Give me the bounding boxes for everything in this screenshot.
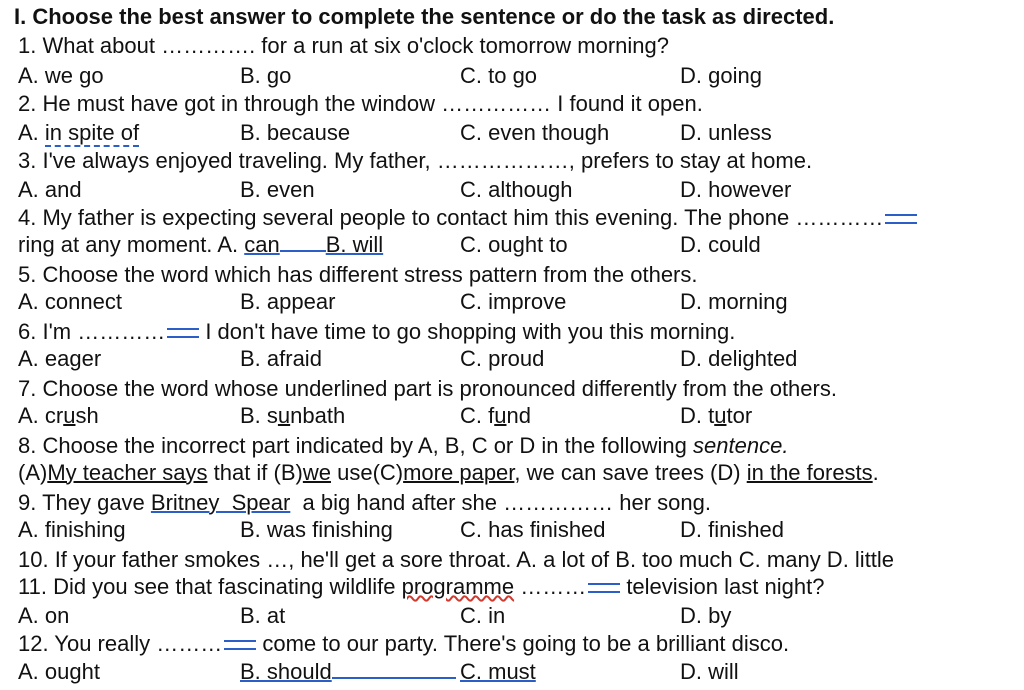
- q6-option-c: C. proud: [460, 346, 545, 371]
- q12-option-b: [240, 659, 456, 685]
- q8-period: .: [872, 460, 879, 485]
- q12-option-b-word: B. should: [240, 659, 332, 684]
- question-11-stem: [18, 574, 824, 600]
- section-title: I. Choose the best answer to complete the sentence or do the task as directed.: [14, 4, 835, 29]
- q11-option-a: A. on: [18, 603, 70, 628]
- question-3-stem: 3. I've always enjoyed traveling. My father, ………………, prefers to stay at home.: [18, 148, 813, 173]
- q3-option-d: D. however: [680, 177, 792, 202]
- q7-b-pre: B. s: [240, 403, 278, 428]
- q2-option-a-word: in spite of: [44, 120, 140, 145]
- question-2-stem: 2. He must have got in through the window …………… I found it open.: [18, 91, 703, 116]
- q7-option-b: [240, 403, 345, 429]
- blue-double-underline-mark: [885, 214, 917, 224]
- question-4-stem: [18, 205, 917, 231]
- q3-option-b: B. even: [240, 177, 315, 202]
- question-7-stem: 7. Choose the word whose underlined part is pronounced differently from the others.: [18, 376, 837, 401]
- q12-stem-pre: 12. You really ………: [18, 631, 223, 656]
- question-1-stem: 1. What about …………. for a run at six o'clock tomorrow morning?: [18, 33, 669, 58]
- q2-option-c: C. even though: [460, 120, 610, 145]
- blue-double-underline-mark: [588, 583, 620, 593]
- q2-option-a: [18, 120, 139, 146]
- q8-part-b: we: [302, 460, 331, 485]
- q1-option-c: C. to go: [460, 63, 538, 88]
- question-10-stem: 10. If your father smokes …, he'll get a sore throat. A. a lot of B. too much C. many D. little: [18, 547, 895, 572]
- q1-option-d: D. going: [680, 63, 762, 88]
- q8-label-c: use(C): [330, 460, 404, 485]
- q7-option-a: [18, 403, 99, 429]
- q8-label-b: that if (B): [207, 460, 303, 485]
- q11-stem-pre: 11. Did you see that fascinating wildlife: [18, 574, 402, 599]
- q9-stem-post: a big hand after she …………… her song.: [290, 490, 711, 515]
- question-8-sentence: [18, 460, 879, 486]
- q11-option-b: B. at: [240, 603, 286, 628]
- q4-line2-text: ring at any moment. A.: [18, 232, 245, 257]
- q7-d-post: tor: [726, 403, 753, 428]
- q2-option-a-prefix: A.: [18, 120, 45, 145]
- q6-option-a: A. eager: [18, 346, 102, 371]
- question-9-stem: [18, 490, 711, 516]
- q5-option-b: B. appear: [240, 289, 336, 314]
- q3-option-c: C. although: [460, 177, 573, 202]
- q12-stem-post: come to our party. There's going to be a brilliant disco.: [256, 631, 790, 656]
- q11-stem-dots: ………: [514, 574, 587, 599]
- q4-option-d: D. could: [680, 232, 761, 257]
- q4-stem-text: 4. My father is expecting several people to contact him this evening. The phone …………: [18, 205, 884, 230]
- q8-part-a: My teacher says: [47, 460, 208, 485]
- q12-option-d: D. will: [680, 659, 739, 684]
- question-8-stem: [18, 433, 788, 459]
- question-6-stem: [18, 319, 735, 345]
- q9-stem-name: Britney Spear: [150, 490, 291, 515]
- q7-a-underlined: u: [63, 403, 76, 428]
- blue-underline-mark: [280, 250, 326, 252]
- q11-option-c: C. in: [460, 603, 506, 628]
- q7-a-post: sh: [75, 403, 99, 428]
- q4-option-a-word: can: [244, 232, 280, 257]
- q6-option-d: D. delighted: [680, 346, 798, 371]
- q1-option-a: A. we go: [18, 63, 104, 88]
- q8-label-a: (A): [18, 460, 48, 485]
- q7-a-pre: A. cr: [18, 403, 64, 428]
- blue-double-underline-mark: [167, 328, 199, 338]
- q5-option-c: C. improve: [460, 289, 567, 314]
- q8-label-d: , we can save trees (D): [514, 460, 747, 485]
- q12-option-a: A. ought: [18, 659, 100, 684]
- q9-option-d: D. finished: [680, 517, 784, 542]
- q7-d-pre: D. t: [680, 403, 715, 428]
- q5-option-d: D. morning: [680, 289, 788, 314]
- question-4-line-2: [18, 232, 383, 258]
- q7-c-underlined: u: [494, 403, 507, 428]
- q4-option-c: C. ought to: [460, 232, 568, 257]
- q8-stem-italic: sentence.: [693, 433, 789, 458]
- blue-double-underline-mark: [224, 640, 256, 650]
- q7-option-c: [460, 403, 531, 429]
- q9-option-c: C. has finished: [460, 517, 606, 542]
- q9-option-a: A. finishing: [18, 517, 126, 542]
- q8-part-c: more paper: [403, 460, 515, 485]
- q7-b-underlined: u: [277, 403, 291, 428]
- q3-option-a: A. and: [18, 177, 82, 202]
- q8-stem-text: 8. Choose the incorrect part indicated by A, B, C or D in the following: [18, 433, 694, 458]
- q7-c-post: nd: [506, 403, 531, 428]
- q1-option-b: B. go: [240, 63, 292, 88]
- q7-b-post: nbath: [290, 403, 346, 428]
- question-5-stem: 5. Choose the word which has different stress pattern from the others.: [18, 262, 698, 287]
- question-12-stem: [18, 631, 789, 657]
- q11-stem-post: television last night?: [620, 574, 825, 599]
- q12-option-c: C. must: [460, 659, 536, 684]
- q9-option-b: B. was finishing: [240, 517, 393, 542]
- q6-stem-before: 6. I'm …………: [18, 319, 166, 344]
- q6-option-b: B. afraid: [240, 346, 322, 371]
- q7-c-pre: C. f: [460, 403, 495, 428]
- q2-option-d: D. unless: [680, 120, 772, 145]
- q7-d-underlined: u: [714, 403, 727, 428]
- blue-underline-mark: [332, 677, 456, 679]
- q7-option-d: [680, 403, 752, 429]
- q11-stem-word: programme: [401, 574, 515, 599]
- q6-stem-after: I don't have time to go shopping with you this morning.: [199, 319, 736, 344]
- q9-stem-pre: 9. They gave: [18, 490, 151, 515]
- q2-option-b: B. because: [240, 120, 351, 145]
- q5-option-a: A. connect: [18, 289, 122, 314]
- q4-option-b: B. will: [325, 232, 384, 257]
- q11-option-d: D. by: [680, 603, 732, 628]
- q8-part-d: in the forests: [746, 460, 873, 485]
